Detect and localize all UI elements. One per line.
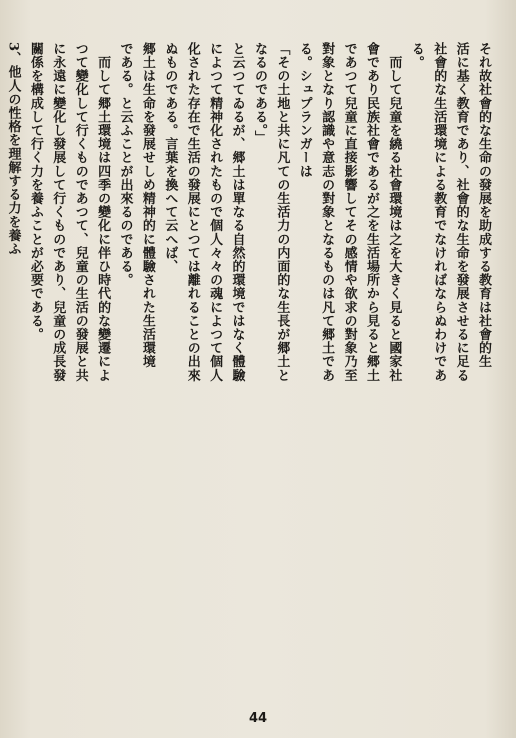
text-column: 而して兒童を繞る社會環境は之を大きく見ると國家社 <box>386 42 402 382</box>
text-column: と云つてゐるが、郷土は單なる自然的環境ではなく體驗 <box>229 42 245 382</box>
vertical-text-body <box>5 42 494 692</box>
text-column: 會であり民族社會であるが之を生活場所から見ると郷土 <box>363 42 379 382</box>
text-column: ぬものである。言葉を換へて云へば、 <box>162 42 178 274</box>
text-column: 化された存在で生活の發展にとつては離れることの出來 <box>184 42 200 382</box>
text-column: によつて精神化されたもので個人々々の魂によつて個人 <box>207 42 223 382</box>
text-column: であつて兒童に直接影響してその感情や欲求の對象乃至 <box>341 42 357 382</box>
page-number: 44 <box>248 711 268 726</box>
text-column: それ故社會的な生命の發展を助成する教育は社會的生 <box>476 42 491 369</box>
text-column: 社會的な生活環境による教育でなければならぬわけであ <box>431 42 447 382</box>
text-column: つて變化して行くものであつて、兒童の生活の發展と共 <box>72 42 88 382</box>
text-column: に永遠に變化し發展して行くものであり、兒童の成長發 <box>50 42 66 382</box>
text-column: る。シュプランガーは <box>296 42 312 178</box>
text-column: 郷土は生命を發展せしめ精神的に體驗された生活環境 <box>139 42 155 369</box>
subsection-heading: 3、他人の性格を理解する力を養ふ <box>5 42 21 256</box>
text-column <box>0 42 1 692</box>
text-column: 活に基く教育であり、社會的な生命を發展させるに足る <box>453 42 469 382</box>
text-column: 關係を構成して行く力を養ふことが必要である。 <box>27 42 43 342</box>
quote-column: なるのである。」 <box>251 42 267 145</box>
text-column: る。 <box>408 42 424 70</box>
quote-column: 「その土地と共に凡ての生活力の内面的な生長が郷土と <box>274 42 290 382</box>
text-column: 而して郷土環境は四季の變化に伴ひ時代的な變遷によ <box>95 42 111 382</box>
text-column: である。と云ふことが出來るのである。 <box>117 42 133 287</box>
text-column: 對象となり認識や意志の對象となるものは凡て郷土であ <box>319 42 335 382</box>
